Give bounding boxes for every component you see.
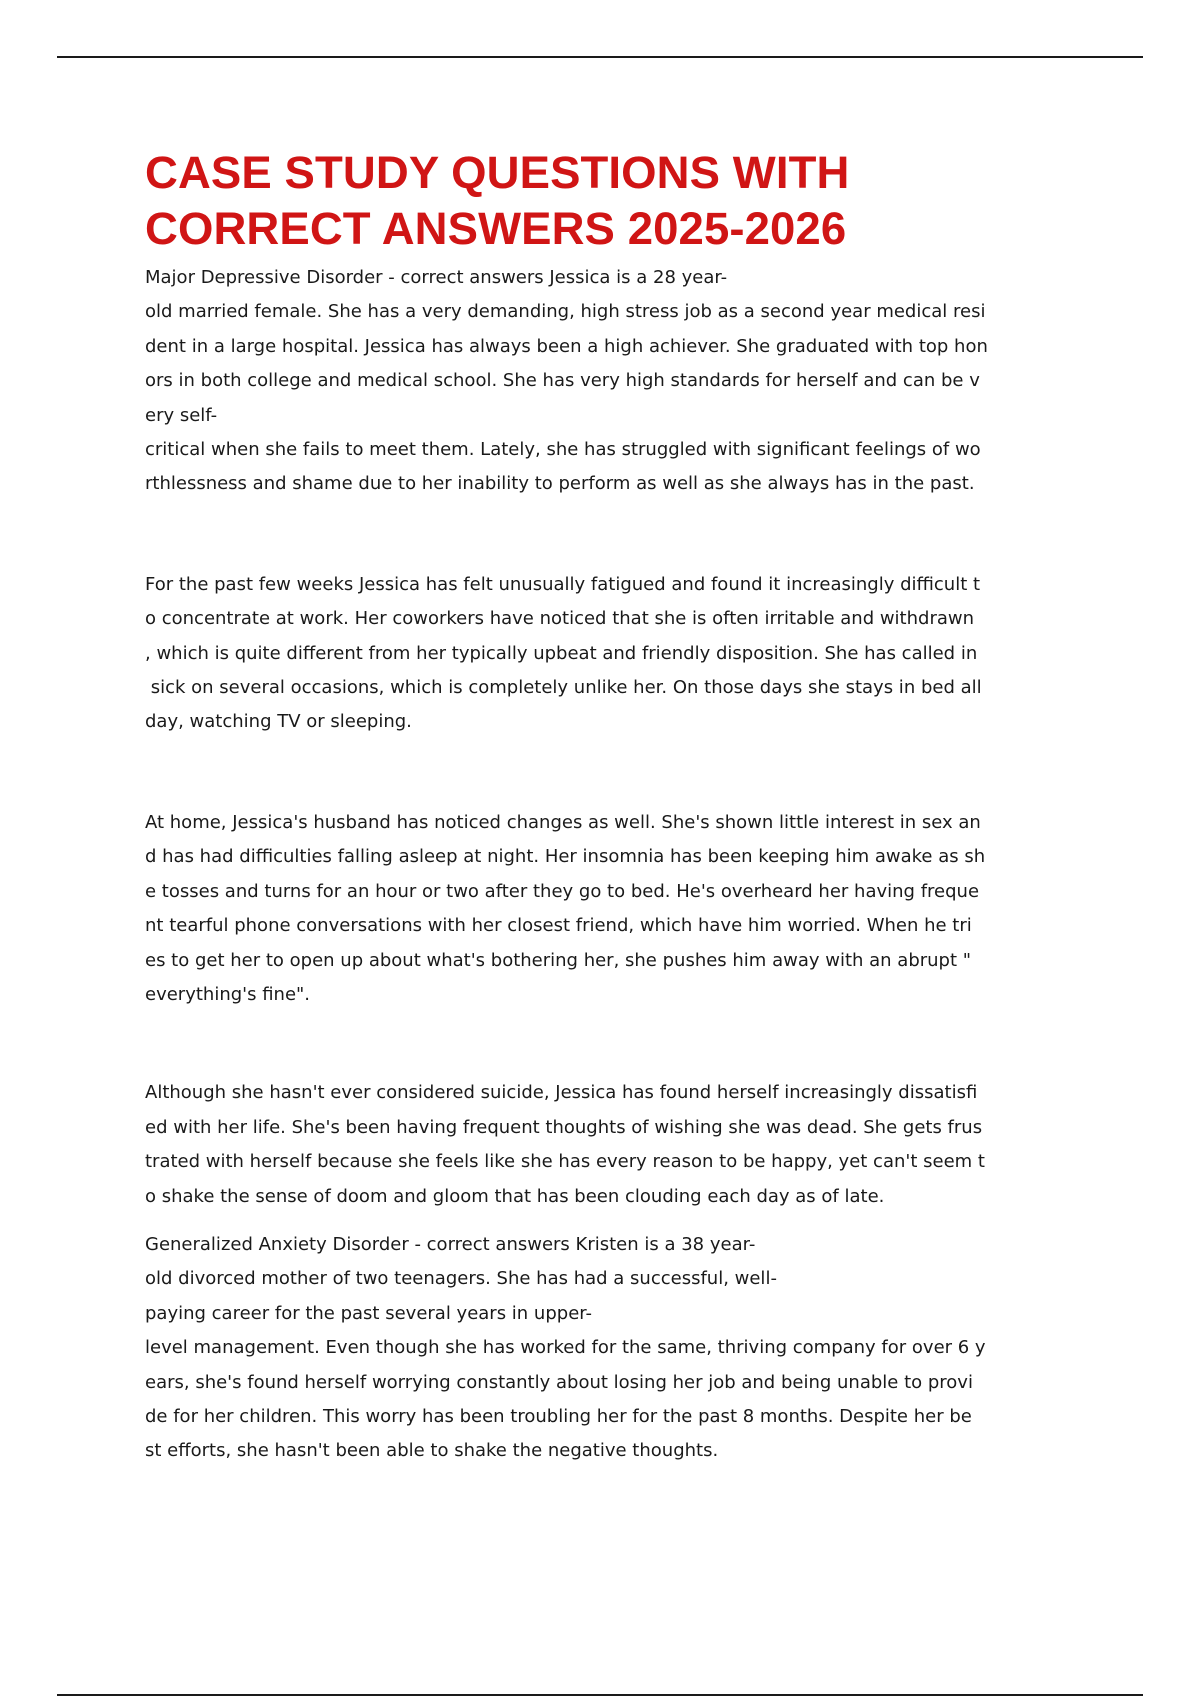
bottom-rule bbox=[57, 1694, 1143, 1696]
paragraph-major-depressive-disorder bbox=[145, 261, 1065, 502]
text-line: sick on several occasions, which is completely unlike her. On those days she stays in bed all bbox=[145, 677, 982, 699]
text-line: o concentrate at work. Her coworkers have noticed that she is often irritable and withdrawn bbox=[145, 608, 975, 630]
text-line: level management. Even though she has worked for the same, thriving company for over 6 y bbox=[145, 1337, 986, 1359]
text-line: es to get her to open up about what's bothering her, she pushes him away with an abrupt " bbox=[145, 949, 972, 971]
text-line: de for her children. This worry has been troubling her for the past 8 months. Despite her be bbox=[145, 1405, 972, 1427]
document-title bbox=[145, 145, 1065, 257]
text-line: o shake the sense of doom and gloom that has been clouding each day as of late. bbox=[145, 1185, 885, 1207]
text-line: trated with herself because she feels like she has every reason to be happy, yet can't seem t bbox=[145, 1151, 985, 1173]
text-line: For the past few weeks Jessica has felt unusually fatigued and found it increasingly difficult t bbox=[145, 573, 981, 595]
text-line: st efforts, she hasn't been able to shake the negative thoughts. bbox=[145, 1440, 719, 1462]
text-line: Generalized Anxiety Disorder - correct answers Kristen is a 38 year- bbox=[145, 1233, 756, 1255]
paragraph-home-changes bbox=[145, 806, 1065, 1012]
title-line-2: CORRECT ANSWERS 2025-2026 bbox=[145, 203, 847, 254]
text-line: day, watching TV or sleeping. bbox=[145, 711, 412, 733]
text-line: old married female. She has a very demanding, high stress job as a second year medical resi bbox=[145, 301, 986, 323]
text-line: critical when she fails to meet them. Lately, she has struggled with significant feelings of wo bbox=[145, 439, 981, 461]
text-line: paying career for the past several years in upper- bbox=[145, 1302, 593, 1324]
text-line: ears, she's found herself worrying constantly about losing her job and being unable to provi bbox=[145, 1371, 973, 1393]
text-line: ed with her life. She's been having frequent thoughts of wishing she was dead. She gets frus bbox=[145, 1116, 983, 1138]
text-line: At home, Jessica's husband has noticed changes as well. She's shown little interest in sex an bbox=[145, 811, 981, 833]
paragraph-fatigue bbox=[145, 568, 1065, 740]
text-line: , which is quite different from her typically upbeat and friendly disposition. She has called in bbox=[145, 642, 978, 664]
top-rule bbox=[57, 56, 1143, 58]
text-line: d has had difficulties falling asleep at night. Her insomnia has been keeping him awake as sh bbox=[145, 846, 986, 868]
text-line: nt tearful phone conversations with her closest friend, which have him worried. When he tri bbox=[145, 915, 972, 937]
text-line: Major Depressive Disorder - correct answers Jessica is a 28 year- bbox=[145, 267, 728, 288]
text-line: ors in both college and medical school. She has very high standards for herself and can be v bbox=[145, 370, 980, 392]
text-line: old divorced mother of two teenagers. She has had a successful, well- bbox=[145, 1268, 777, 1290]
paragraph-dissatisfaction bbox=[145, 1076, 1065, 1214]
document-body bbox=[145, 145, 1065, 1469]
text-line: e tosses and turns for an hour or two after they go to bed. He's overheard her having freque bbox=[145, 880, 980, 902]
text-line: dent in a large hospital. Jessica has always been a high achiever. She graduated with top hon bbox=[145, 335, 988, 357]
title-line-1: CASE STUDY QUESTIONS WITH bbox=[145, 147, 850, 198]
text-line: Although she hasn't ever considered suicide, Jessica has found herself increasingly dissatisfi bbox=[145, 1082, 978, 1104]
paragraph-generalized-anxiety-disorder bbox=[145, 1228, 1065, 1469]
text-line: rthlessness and shame due to her inability to perform as well as she always has in the past. bbox=[145, 473, 975, 495]
text-line: everything's fine". bbox=[145, 983, 311, 1005]
text-line: ery self- bbox=[145, 404, 218, 426]
